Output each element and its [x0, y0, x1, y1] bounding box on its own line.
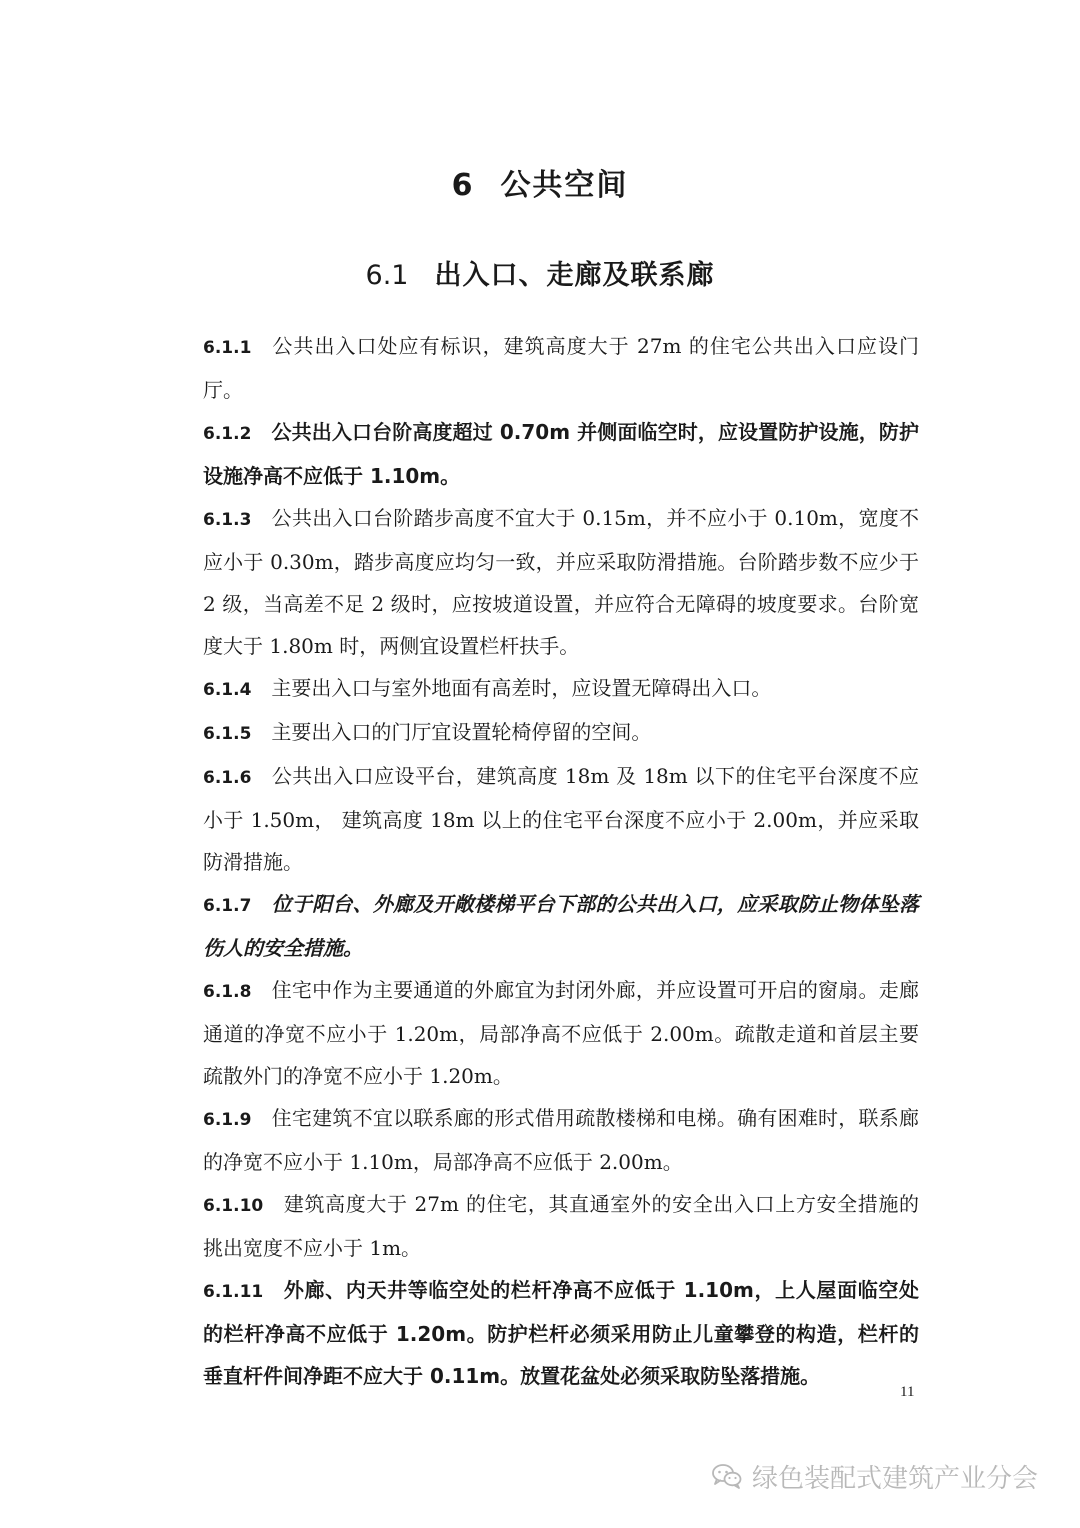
clause-item: [203, 1183, 919, 1269]
chapter-title-text: 公共空间: [500, 168, 629, 203]
wechat-icon: [712, 1463, 742, 1489]
section-title: [0, 253, 1080, 292]
clause-item: [203, 969, 919, 1097]
clause-id: 6.1.1: [203, 338, 252, 358]
clause-item: [203, 755, 919, 883]
clause-id: 6.1.10: [203, 1196, 264, 1216]
clause-text: 外廊、内天井等临空处的栏杆净高不应低于 1.10m，上人屋面临空处的栏杆净高不应低于 1.20m。防护栏杆必须采用防止儿童攀登的构造，栏杆的垂直杆件间净距不应大于 0.11m。放置花盆处必须采取防坠落措施。: [203, 1278, 919, 1388]
clause-id: 6.1.6: [203, 768, 252, 788]
page-number: 11: [900, 1384, 915, 1400]
clause-item: [203, 711, 919, 755]
clause-id: 6.1.7: [203, 896, 252, 916]
clause-text: 住宅中作为主要通道的外廊宜为封闭外廊，并应设置可开启的窗扇。走廊通道的净宽不应小于 1.20m，局部净高不应低于 2.00m。疏散走道和首层主要疏散外门的净宽不应小于 1.20m。: [203, 978, 919, 1088]
clause-item: [203, 1269, 919, 1397]
clause-item: [203, 411, 919, 497]
clause-text: 公共出入口台阶踏步高度不宜大于 0.15m，并不应小于 0.10m，宽度不应小于 0.30m，踏步高度应均匀一致，并应采取防滑措施。台阶踏步数不应少于 2 级，当高差不足 2 级时，应按坡道设置，并应符合无障碍的坡度要求。台阶宽度大于 1.80m 时，两侧宜设置栏杆扶手。: [203, 506, 919, 658]
clause-text: 位于阳台、外廊及开敞楼梯平台下部的公共出入口，应采取防止物体坠落伤人的安全措施。: [203, 892, 919, 960]
clause-text: 公共出入口台阶高度超过 0.70m 并侧面临空时，应设置防护设施，防护设施净高不应低于 1.10m。: [203, 420, 919, 488]
clause-text: 主要出入口与室外地面有高差时，应设置无障碍出入口。: [271, 676, 772, 700]
clause-item: [203, 497, 919, 667]
section-number: 6.1: [365, 260, 409, 291]
clause-item: [203, 667, 919, 711]
clause-text: 公共出入口应设平台，建筑高度 18m 及 18m 以下的住宅平台深度不应小于 1.50m， 建筑高度 18m 以上的住宅平台深度不应小于 2.00m，并应采取防滑措施。: [203, 764, 919, 874]
watermark-text: 绿色装配式建筑产业分会: [752, 1463, 1039, 1494]
clause-text: 建筑高度大于 27m 的住宅，其直通室外的安全出入口上方安全措施的挑出宽度不应小于 1m。: [203, 1192, 919, 1260]
clause-id: 6.1.11: [203, 1282, 264, 1302]
clause-id: 6.1.8: [203, 982, 252, 1002]
clause-item: [203, 1097, 919, 1183]
watermark: [712, 1456, 1038, 1496]
clause-text: 公共出入口处应有标识，建筑高度大于 27m 的住宅公共出入口应设门厅。: [203, 334, 919, 402]
clause-item: [203, 325, 919, 411]
clause-id: 6.1.9: [203, 1110, 252, 1130]
clause-id: 6.1.4: [203, 680, 252, 700]
clause-id: 6.1.3: [203, 510, 252, 530]
clause-text: 住宅建筑不宜以联系廊的形式借用疏散楼梯和电梯。确有困难时，联系廊的净宽不应小于 1.10m，局部净高不应低于 2.00m。: [203, 1106, 919, 1174]
clause-list: [203, 325, 919, 1397]
clause-id: 6.1.2: [203, 424, 252, 444]
clause-id: 6.1.5: [203, 724, 252, 744]
clause-item: [203, 883, 919, 969]
chapter-title: [0, 160, 1080, 204]
section-title-text: 出入口、走廊及联系廊: [434, 260, 715, 291]
chapter-number: 6: [451, 168, 475, 203]
clause-text: 主要出入口的门厅宜设置轮椅停留的空间。: [271, 720, 652, 744]
